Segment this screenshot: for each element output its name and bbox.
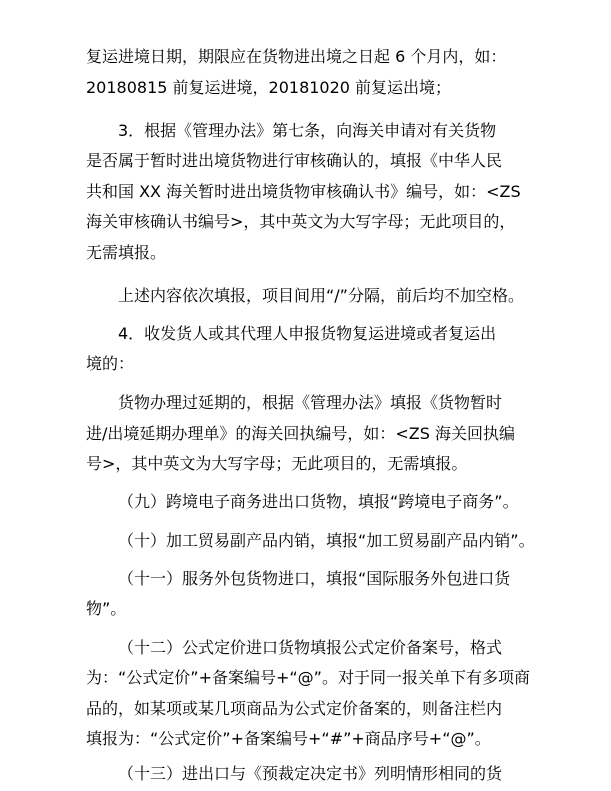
text-line: 3．根据《管理办法》第七条，向海关申请对有关货物	[118, 121, 497, 140]
text-line: （十一）服务外包货物进口，填报“国际服务外包进口货	[118, 569, 511, 588]
text-line: （九）跨境电子商务进出口货物，填报“跨境电子商务”。	[118, 492, 519, 511]
text-line: 4．收发货人或其代理人申报货物复运进境或者复运出	[118, 324, 497, 343]
text-line: 20180815 前复运进境，20181020 前复运出境；	[86, 78, 452, 97]
text-line: 号>，其中英文为大写字母；无此项目的，无需填报。	[86, 454, 468, 473]
text-line: 无需填报。	[86, 243, 167, 262]
text-line: 是否属于暂时进出境货物进行审核确认的，填报《中华人民	[86, 151, 503, 170]
text-line: 货物办理过延期的，根据《管理办法》填报《货物暂时	[118, 393, 503, 412]
text-line: 品的，如某项或某几项商品为公式定价备案的，则备注栏内	[86, 699, 503, 718]
text-line: 上述内容依次填报，项目间用“/”分隔，前后均不加空格。	[118, 286, 524, 305]
text-line: （十三）进出口与《预裁定决定书》列明情形相同的货	[118, 764, 503, 783]
text-line: （十二）公式定价进口货物填报公式定价备案号，格式	[118, 638, 503, 657]
text-line: （十）加工贸易副产品内销，填报“加工贸易副产品内销”。	[118, 531, 535, 550]
text-line: 海关审核确认书编号>，其中英文为大写字母；无此项目的，	[86, 212, 516, 231]
text-line: 进/出境延期办理单》的海关回执编号，如：<ZS 海关回执编	[86, 424, 516, 443]
text-line: 物”。	[86, 599, 127, 618]
text-line: 境的：	[86, 354, 135, 373]
text-line: 填报为：“公式定价”+备案编号+“#”+商品序号+“@”。	[86, 729, 491, 748]
text-line: 共和国 XX 海关暂时进出境货物审核确认书》编号，如：<ZS	[86, 182, 521, 201]
text-line: 复运进境日期，期限应在货物进出境之日起 6 个月内，如：	[86, 47, 507, 66]
text-line: 为：“公式定价”+备案编号+“@”。对于同一报关单下有多项商	[86, 668, 530, 687]
